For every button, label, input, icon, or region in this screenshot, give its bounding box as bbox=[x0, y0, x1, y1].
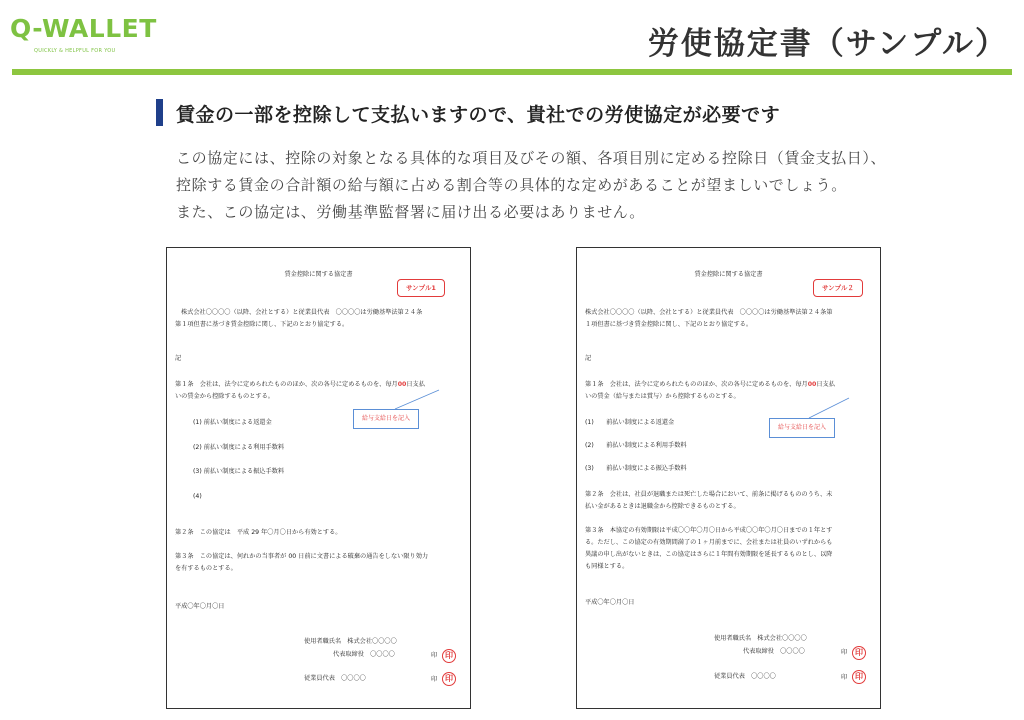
item-3: (3) 前払い制度による振込手数料 bbox=[585, 465, 687, 472]
page-title: 労使協定書（サンプル） bbox=[647, 26, 1008, 62]
agreement-document-sample-2 bbox=[576, 247, 881, 709]
body-line-1: この協定には、控除の対象となる具体的な項目及びその額、各項目別に定める控除日（賃金支払日）、 bbox=[176, 149, 887, 167]
item-4: (4) bbox=[193, 493, 202, 500]
header-divider bbox=[12, 69, 1012, 75]
intro-line-1: 株式会社〇〇〇〇（以降、会社とする）と従業員代表 〇〇〇〇は労働基準法第２４条 bbox=[181, 309, 423, 316]
body-line-2: 控除する賃金の合計額の給与額に占める割合等の具体的な定めがあることが望ましいでしょう。 bbox=[176, 176, 847, 194]
seal-mark: 印 bbox=[841, 674, 848, 681]
ki-heading: 記 bbox=[175, 355, 182, 362]
item-1: (1) 前払い制度による返還金 bbox=[585, 419, 675, 426]
logo-text: Q-WALLET bbox=[10, 14, 157, 43]
article-3-line-2: を有するものとする。 bbox=[175, 565, 237, 572]
article-1-line-2: いの賃金から控除するものとする。 bbox=[175, 393, 274, 400]
logo-tagline: QUICKLY & HELPFUL FOR YOU bbox=[34, 48, 116, 54]
section-body bbox=[176, 145, 996, 226]
intro-line-2: 第１項但書に基づき賃金控除に関し、下記のとおり協定する。 bbox=[175, 321, 349, 328]
article-3-line-3: 異議の申し出がないときは、この協定はさらに１年間有効期限を延長するものとし、以降 bbox=[585, 551, 833, 558]
article-1-text-a: 第１条 会社は、法令に定められたもののほか、次の各号に定めるものを、毎月 bbox=[585, 381, 808, 388]
item-3: (3) 前払い制度による振込手数料 bbox=[193, 468, 285, 475]
intro-line-1: 株式会社〇〇〇〇（以降、会社とする）と従業員代表 〇〇〇〇は労働基準法第２４条第 bbox=[585, 309, 833, 316]
employer-line: 使用者職氏名 株式会社〇〇〇〇 bbox=[304, 638, 397, 645]
document-title: 賃金控除に関する協定書 bbox=[694, 271, 763, 278]
representative-line: 代表取締役 〇〇〇〇 bbox=[333, 651, 395, 658]
document-title: 賃金控除に関する協定書 bbox=[284, 271, 353, 278]
article-1-line-2: いの賃金（給与または賞与）から控除するものとする。 bbox=[585, 393, 740, 400]
article-3-line-1: 第３条 この協定は、何れかの当事者が 00 日前に文書による破棄の通告をしない限り効力 bbox=[175, 553, 429, 560]
article-3-line-4: も同様とする。 bbox=[585, 563, 629, 570]
payday-highlight: 00 bbox=[807, 381, 817, 388]
article-2-line-1: 第２条 会社は、社員が退職または死亡した場合において、前条に掲げるもののうち、未 bbox=[585, 491, 833, 498]
item-2: (2) 前払い制度による利用手数料 bbox=[585, 442, 687, 449]
payday-callout: 給与支給日を記入 bbox=[769, 418, 835, 438]
article-2-line-2: 払い金があるときは退職金から控除できるものとする。 bbox=[585, 503, 740, 510]
item-1: (1) 前払い制度による返還金 bbox=[193, 419, 272, 426]
body-line-3: また、この協定は、労働基準監督署に届け出る必要はありません。 bbox=[176, 203, 645, 221]
representative-line: 代表取締役 〇〇〇〇 bbox=[743, 648, 805, 655]
seal-stamp-icon: 印 bbox=[852, 646, 866, 660]
article-2: 第２条 この協定は 平成 29 年〇月〇日から有効とする。 bbox=[175, 529, 342, 536]
seal-mark: 印 bbox=[431, 652, 438, 659]
article-1-text-a: 第１条 会社は、法令に定められたもののほか、次の各号に定めるものを、毎月 bbox=[175, 381, 398, 388]
item-2: (2) 前払い制度による利用手数料 bbox=[193, 444, 285, 451]
agreement-document-sample-1 bbox=[166, 247, 471, 709]
seal-stamp-icon: 印 bbox=[442, 649, 456, 663]
ki-heading: 記 bbox=[585, 355, 592, 362]
seal-stamp-icon: 印 bbox=[442, 672, 456, 686]
employer-line: 使用者職氏名 株式会社〇〇〇〇 bbox=[714, 635, 807, 642]
employee-representative-line: 従業員代表 〇〇〇〇 bbox=[304, 675, 366, 682]
seal-mark: 印 bbox=[431, 676, 438, 683]
intro-line-2: １項但書に基づき賃金控除に関し、下記のとおり協定する。 bbox=[585, 321, 753, 328]
q-wallet-logo bbox=[10, 14, 160, 62]
article-1-text-b: 日支払 bbox=[816, 381, 835, 388]
sample-badge: サンプル２ bbox=[813, 279, 863, 297]
payday-highlight: 00 bbox=[397, 381, 407, 388]
article-3-line-1: 第３条 本協定の有効期限は平成〇〇年〇月〇日から平成〇〇年〇月〇日までの１年とす bbox=[585, 527, 833, 534]
seal-stamp-icon: 印 bbox=[852, 670, 866, 684]
article-1-text-b: 日支払 bbox=[406, 381, 425, 388]
sample-badge: サンプル1 bbox=[397, 279, 445, 297]
payday-callout: 給与支給日を記入 bbox=[353, 409, 419, 429]
employee-representative-line: 従業員代表 〇〇〇〇 bbox=[714, 673, 776, 680]
seal-mark: 印 bbox=[841, 649, 848, 656]
section-accent-bar bbox=[156, 99, 163, 126]
agreement-date: 平成〇年〇月〇日 bbox=[585, 599, 635, 606]
article-3-line-2: る。ただし、この協定の有効期間満了の１ヶ月前までに、会社または社員のいずれからも bbox=[585, 539, 833, 546]
agreement-date: 平成〇年〇月〇日 bbox=[175, 603, 225, 610]
section-heading: 賃金の一部を控除して支払いますので、貴社での労使協定が必要です bbox=[176, 104, 781, 126]
